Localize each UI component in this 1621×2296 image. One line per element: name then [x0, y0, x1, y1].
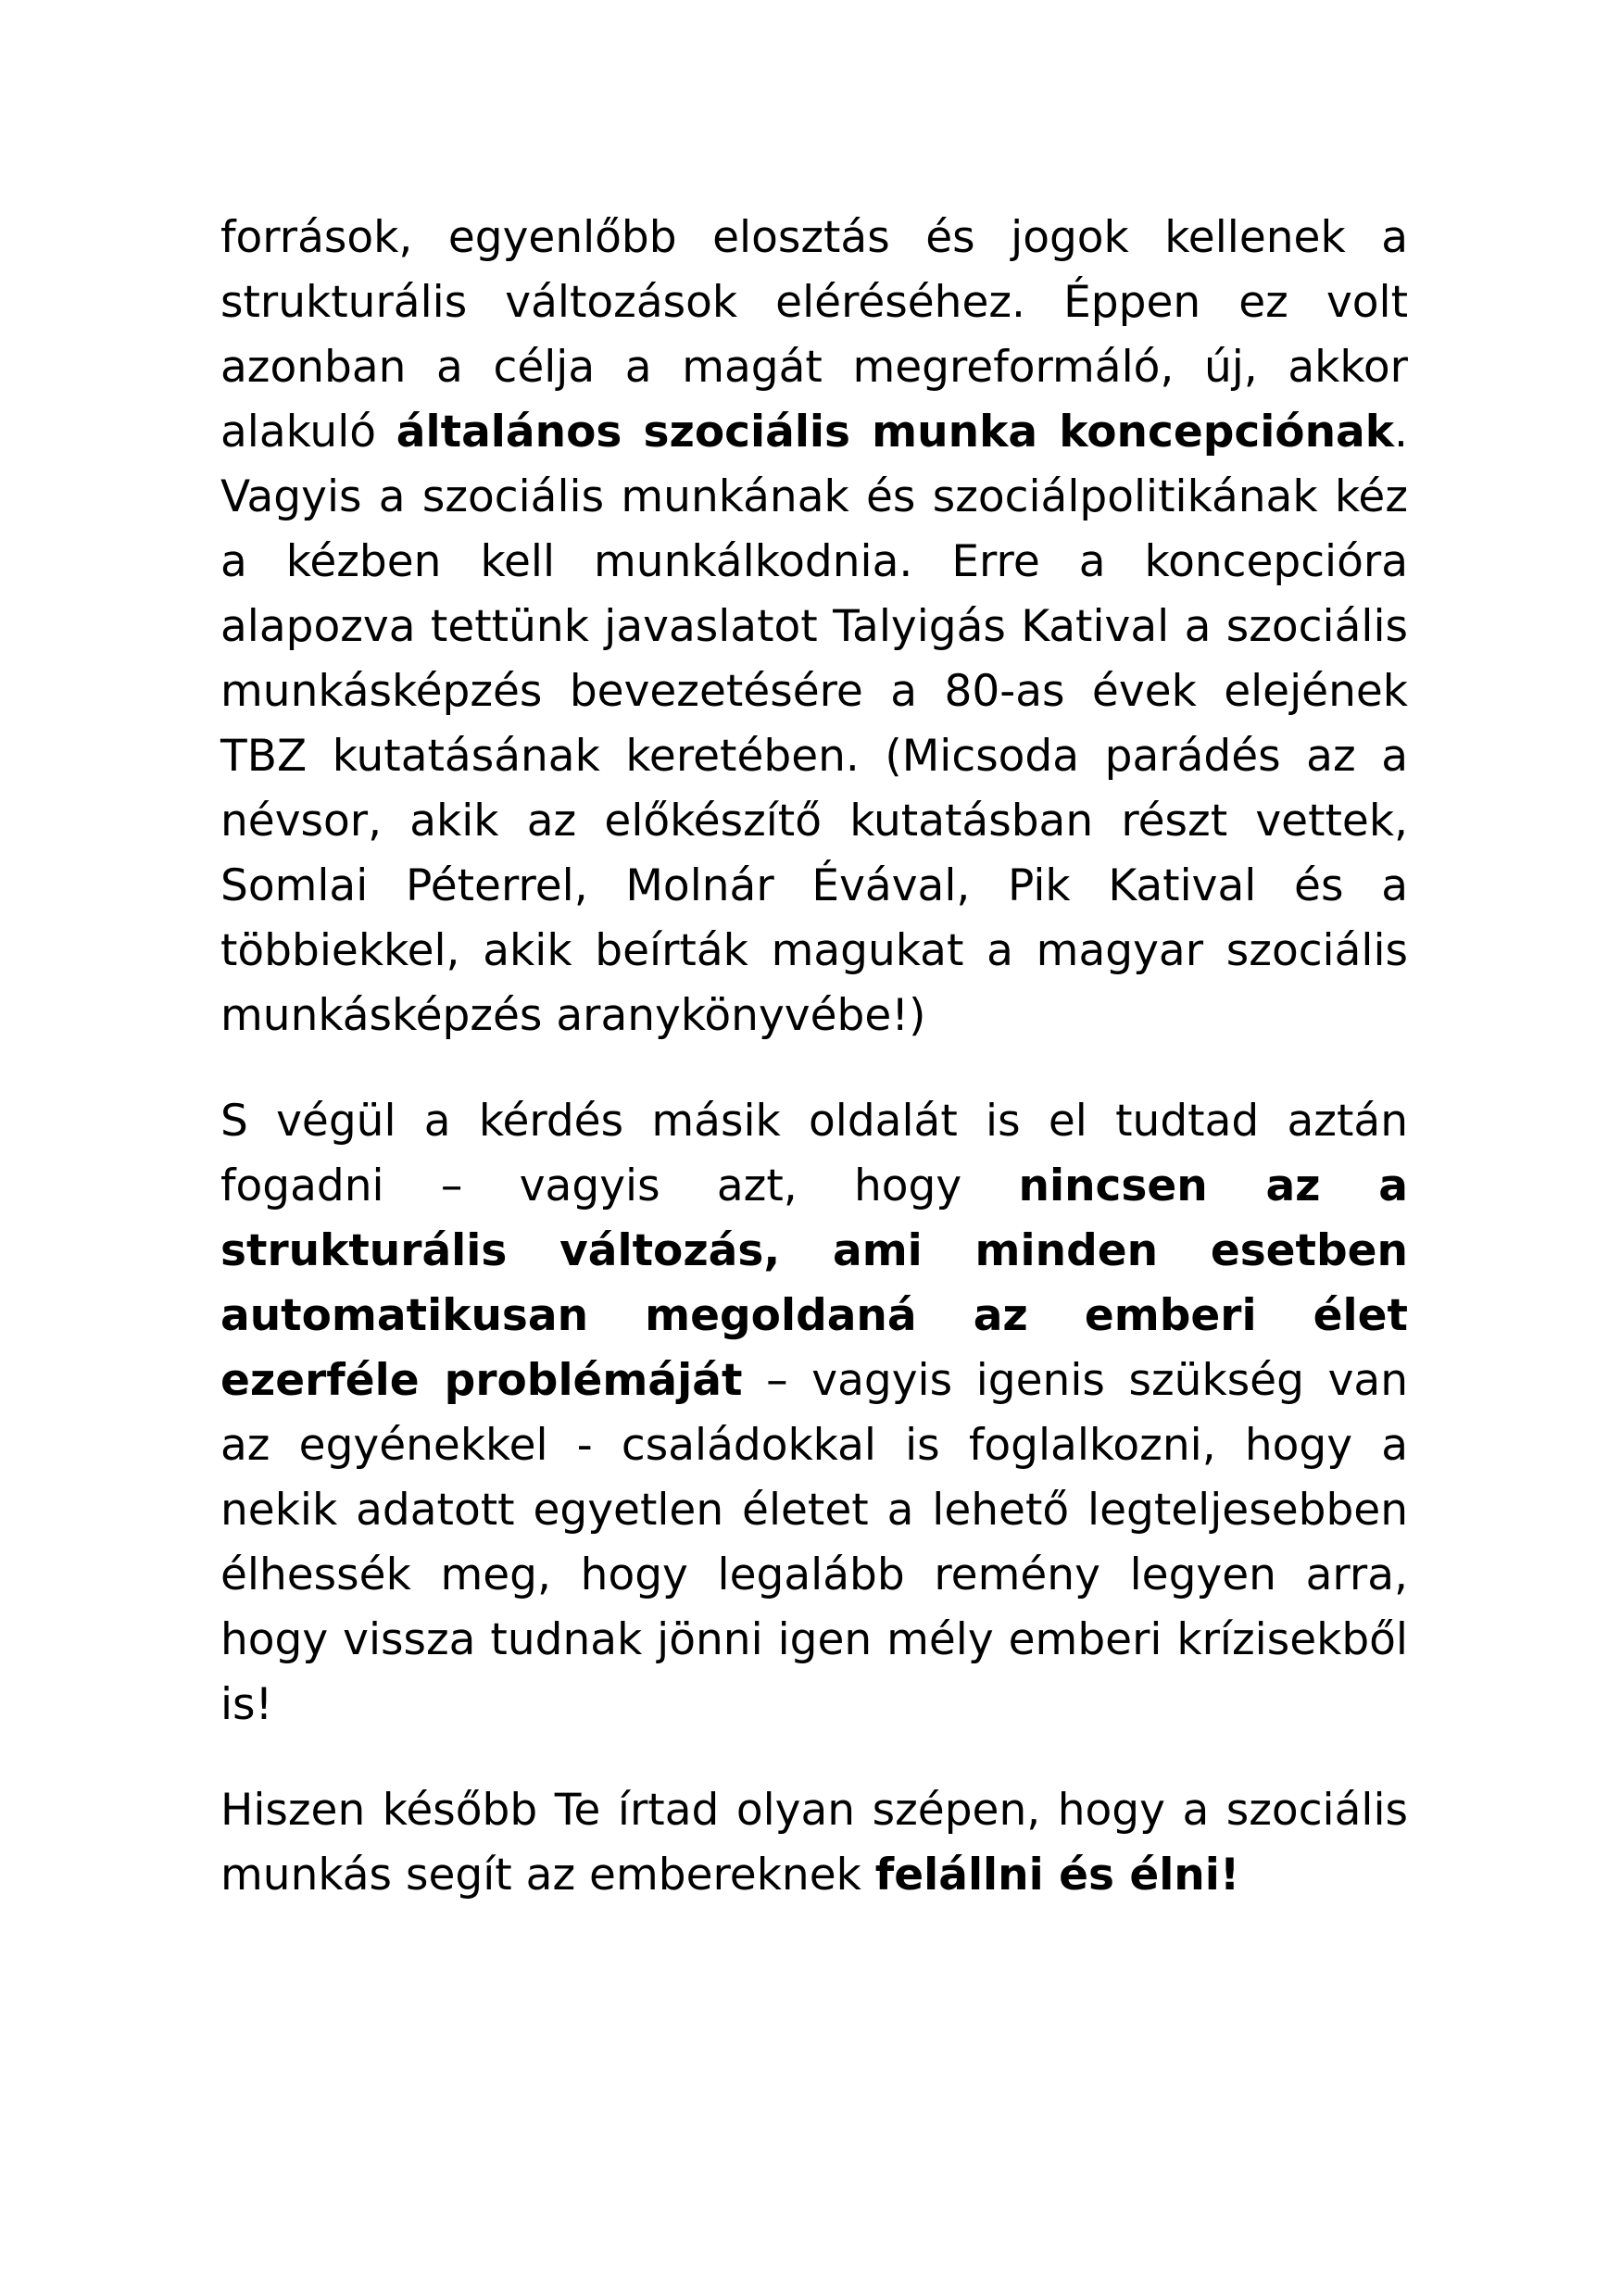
bold-text-run: nincsen az a strukturális változás, ami minden esetben automatikusan megoldaná az emberi élet ezerféle problémáját [220, 1161, 1408, 1406]
text-run: források, egyenlőbb elosztás és jogok kellenek a strukturális változások eléréséhez. Éppen ez volt azonban a célja a magát megreformáló, új, akkor alakuló [220, 212, 1408, 458]
text-run: – vagyis igenis szükség van az egyénekkel - családokkal is foglalkozni, hogy a nekik adatott egyetlen életet a lehető legteljesebben élhessék meg, hogy legalább remény legyen arra, hogy vissza tudnak jönni igen mély emberi krízisekből is! [220, 1355, 1408, 1730]
paragraph-1 [220, 206, 1408, 1048]
text-run: S végül a kérdés másik oldalát is el tudtad aztán fogadni – vagyis azt, hogy [220, 1096, 1408, 1211]
text-run: . Vagyis a szociális munkának és szociálpolitikának kéz a kézben kell munkálkodnia. Erre a koncepcióra alapozva tettünk javaslatot Talyigás Katival a szociális munkásképzés bevezetésére a 80-as évek elejének TBZ kutatásának keretében. (Micsoda parádés az a névsor, akik az előkészítő kutatásban részt vettek, Somlai Péterrel, Molnár Évával, Pik Katival és a többiekkel, akik beírták magukat a magyar szociális munkásképzés aranykönyvébe!) [220, 407, 1408, 1041]
paragraph-2 [220, 1089, 1408, 1738]
text-run: Hiszen később Te írtad olyan szépen, hogy a szociális munkás segít az embereknek [220, 1785, 1408, 1901]
paragraph-3 [220, 1778, 1408, 1908]
bold-text-run: felállni és élni! [874, 1850, 1240, 1901]
bold-text-run: általános szociális munka koncepciónak [396, 407, 1395, 458]
body-text [220, 206, 1408, 1949]
